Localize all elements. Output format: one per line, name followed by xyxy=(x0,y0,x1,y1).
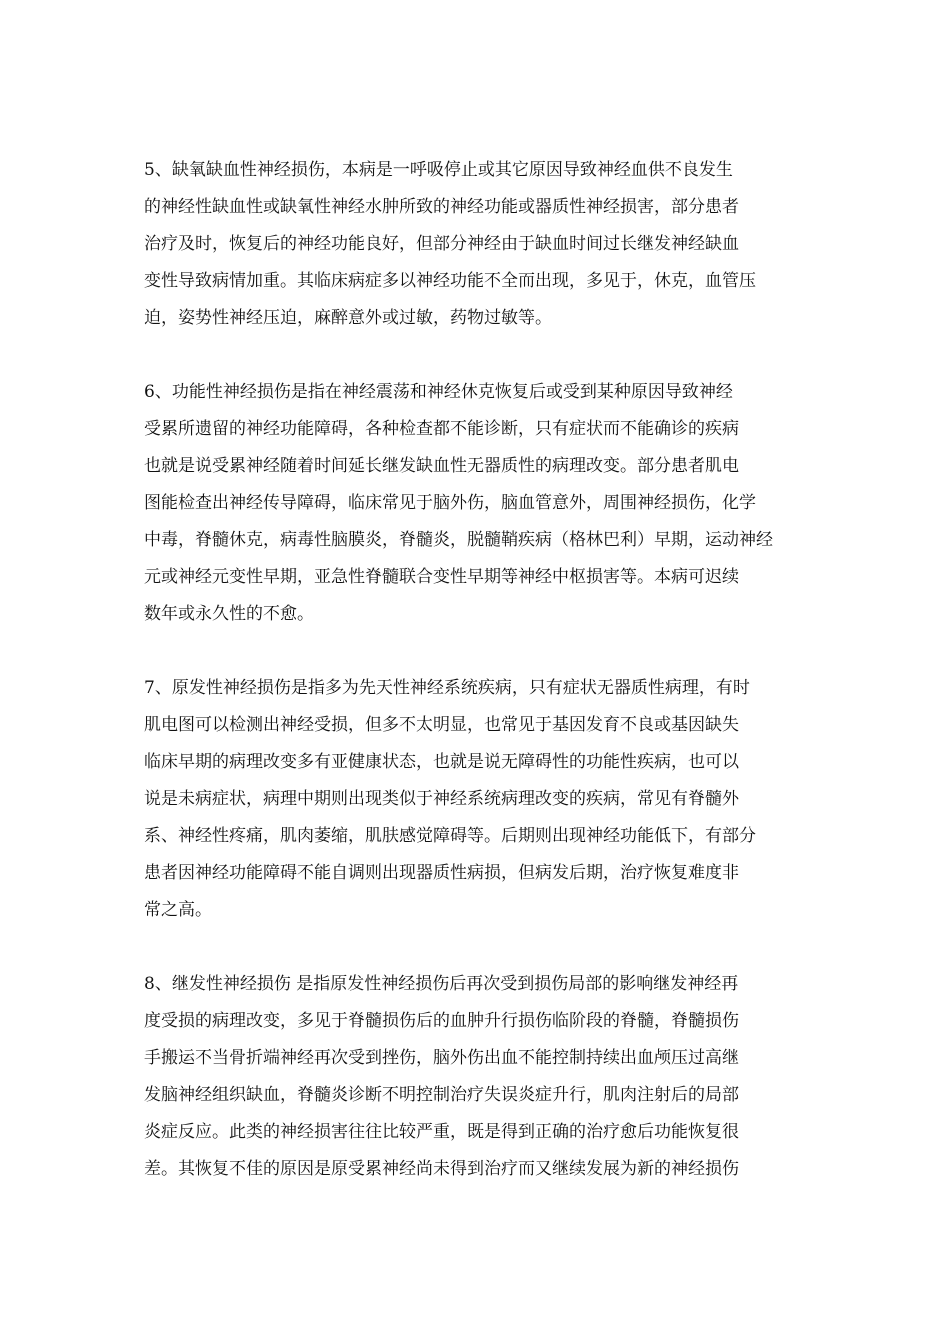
text-line: 变性导致病情加重。其临床病症多以神经功能不全而出现，多见于，休克，血管压 xyxy=(144,271,756,291)
text-line: 度受损的病理改变，多见于脊髓损伤后的血肿升行损伤临阶段的脊髓，脊髓损伤 xyxy=(144,1011,739,1031)
paragraph-7-primary xyxy=(144,670,810,929)
text-line: 患者因神经功能障碍不能自调则出现器质性病损，但病发后期，治疗恢复难度非 xyxy=(144,863,739,883)
text-line: 说是未病症状，病理中期则出现类似于神经系统病理改变的疾病，常见有脊髓外 xyxy=(144,789,739,809)
paragraph-8-secondary xyxy=(144,966,810,1188)
text-line: 5、缺氧缺血性神经损伤，本病是一呼吸停止或其它原因导致神经血供不良发生 xyxy=(144,160,733,180)
text-line: 元或神经元变性早期，亚急性脊髓联合变性早期等神经中枢损害等。本病可迟续 xyxy=(144,567,739,587)
text-line: 迫，姿势性神经压迫，麻醉意外或过敏，药物过敏等。 xyxy=(144,308,552,328)
document-body xyxy=(144,152,810,1188)
text-line: 差。其恢复不佳的原因是原受累神经尚未得到治疗而又继续发展为新的神经损伤 xyxy=(144,1159,739,1179)
text-line: 数年或永久性的不愈。 xyxy=(144,604,314,624)
text-line: 常之高。 xyxy=(144,900,212,920)
paragraph-6-functional xyxy=(144,374,810,633)
text-line: 也就是说受累神经随着时间延长继发缺血性无器质性的病理改变。部分患者肌电 xyxy=(144,456,739,476)
paragraph-spacer xyxy=(144,337,810,374)
text-line: 手搬运不当骨折端神经再次受到挫伤，脑外伤出血不能控制持续出血颅压过高继 xyxy=(144,1048,739,1068)
text-line: 8、继发性神经损伤 是指原发性神经损伤后再次受到损伤局部的影响继发神经再 xyxy=(144,974,739,994)
text-line: 炎症反应。此类的神经损害往往比较严重，既是得到正确的治疗愈后功能恢复很 xyxy=(144,1122,739,1142)
text-line: 临床早期的病理改变多有亚健康状态，也就是说无障碍性的功能性疾病，也可以 xyxy=(144,752,739,772)
text-line: 图能检查出神经传导障碍，临床常见于脑外伤，脑血管意外，周围神经损伤，化学 xyxy=(144,493,756,513)
text-line: 中毒，脊髓休克，病毒性脑膜炎，脊髓炎，脱髓鞘疾病（格林巴利）早期，运动神经 xyxy=(144,530,773,550)
text-line: 系、神经性疼痛，肌肉萎缩，肌肤感觉障碍等。后期则出现神经功能低下，有部分 xyxy=(144,826,756,846)
text-line: 肌电图可以检测出神经受损，但多不太明显，也常见于基因发育不良或基因缺失 xyxy=(144,715,739,735)
text-line: 治疗及时，恢复后的神经功能良好，但部分神经由于缺血时间过长继发神经缺血 xyxy=(144,234,739,254)
text-line: 发脑神经组织缺血，脊髓炎诊断不明控制治疗失误炎症升行，肌肉注射后的局部 xyxy=(144,1085,739,1105)
text-line: 7、原发性神经损伤是指多为先天性神经系统疾病，只有症状无器质性病理，有时 xyxy=(144,678,750,698)
text-line: 6、功能性神经损伤是指在神经震荡和神经休克恢复后或受到某种原因导致神经 xyxy=(144,382,733,402)
paragraph-spacer xyxy=(144,633,810,670)
text-line: 的神经性缺血性或缺氧性神经水肿所致的神经功能或器质性神经损害，部分患者 xyxy=(144,197,739,217)
text-line: 受累所遗留的神经功能障碍，各种检查都不能诊断，只有症状而不能确诊的疾病 xyxy=(144,419,739,439)
paragraph-5-hypoxic-ischemic xyxy=(144,152,810,337)
paragraph-spacer xyxy=(144,929,810,966)
